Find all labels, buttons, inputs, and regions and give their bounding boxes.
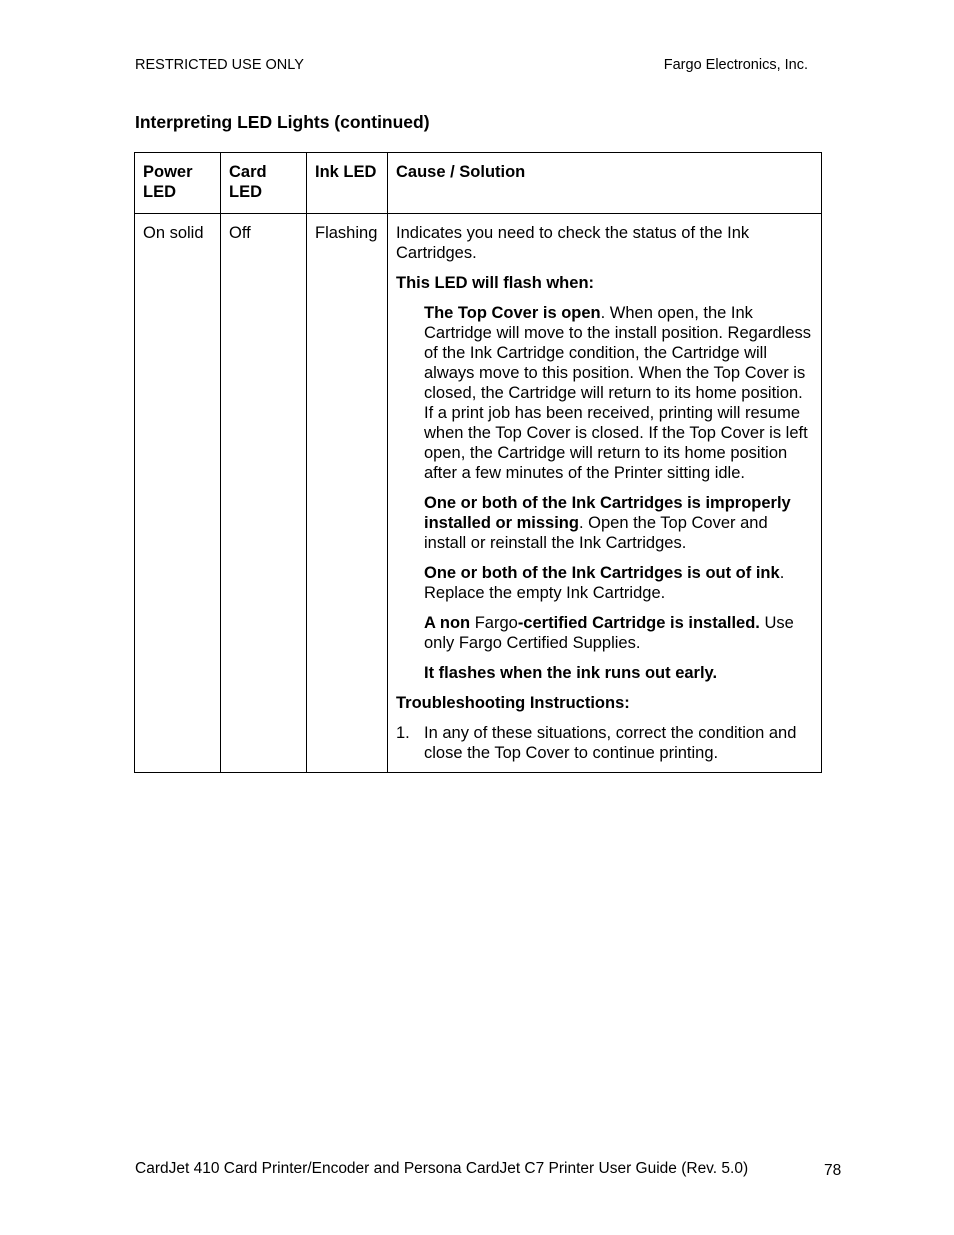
condition-non-certified xyxy=(424,613,813,653)
condition-bold: A non xyxy=(424,614,471,632)
condition-bold: One or both of the Ink Cartridges is improperly installed or missing xyxy=(424,494,791,532)
led-table xyxy=(134,152,822,773)
flash-heading: This LED will flash when: xyxy=(396,274,595,292)
header-company-name: Fargo Electronics, Inc. xyxy=(663,57,808,73)
condition-top-cover-open xyxy=(424,303,813,483)
condition-ink-runs-out-early xyxy=(424,663,813,683)
condition-bold: It flashes when the ink runs out early. xyxy=(424,664,718,682)
troubleshooting-heading: Troubleshooting Instructions: xyxy=(396,694,630,712)
condition-out-of-ink xyxy=(424,563,813,603)
footer-guide-title: CardJet 410 Card Printer/Encoder and Persona CardJet C7 Printer User Guide (Rev. 5.0) xyxy=(135,1160,749,1177)
table-header-row xyxy=(135,153,822,214)
condition-bold: One or both of the Ink Cartridges is out of ink xyxy=(424,564,780,582)
condition-bold: The Top Cover is open xyxy=(424,304,601,322)
condition-bold: -certified Cartridge is installed. xyxy=(517,614,760,632)
table-row xyxy=(135,214,822,773)
header-card-led: Card LED xyxy=(221,153,307,214)
condition-text: . When open, the Ink Cartridge will move to the install position. Regardless of the Ink Cartridge condition, the Cartridge will always move to this position. When the Top Cover is closed, the Cartridge will return to its home position. If a print job has been received, printing will resume when the Top Cover is closed. If the Top Cover is left open, the Cartridge will return to its home position after a few minutes of the Printer sitting idle. xyxy=(424,304,812,482)
condition-text: . Replace the empty Ink Cartridge. xyxy=(424,564,785,602)
step-text: In any of these situations, correct the condition and close the Top Cover to continue printing. xyxy=(424,724,797,762)
section-title: Interpreting LED Lights (continued) xyxy=(135,112,430,132)
footer-page-number: 78 xyxy=(824,1162,842,1179)
header-ink-led: Ink LED xyxy=(307,153,388,214)
condition-text: Use only Fargo Certified Supplies. xyxy=(424,614,794,652)
cause-intro: Indicates you need to check the status of the Ink Cartridges. xyxy=(396,224,750,262)
condition-text: . Open the Top Cover and install or reinstall the Ink Cartridges. xyxy=(424,514,768,552)
cell-card-led: Off xyxy=(221,214,307,773)
header-power-led: Power LED xyxy=(135,153,221,214)
header-restricted-label: RESTRICTED USE ONLY xyxy=(135,57,304,73)
cell-cause-solution xyxy=(388,214,822,773)
condition-improperly-installed xyxy=(424,493,813,553)
cell-ink-led: Flashing xyxy=(307,214,388,773)
troubleshooting-step xyxy=(396,723,813,763)
condition-text: Fargo xyxy=(470,614,518,632)
step-number: 1. xyxy=(396,724,410,742)
header-cause-solution: Cause / Solution xyxy=(388,153,822,214)
cell-power-led: On solid xyxy=(135,214,221,773)
